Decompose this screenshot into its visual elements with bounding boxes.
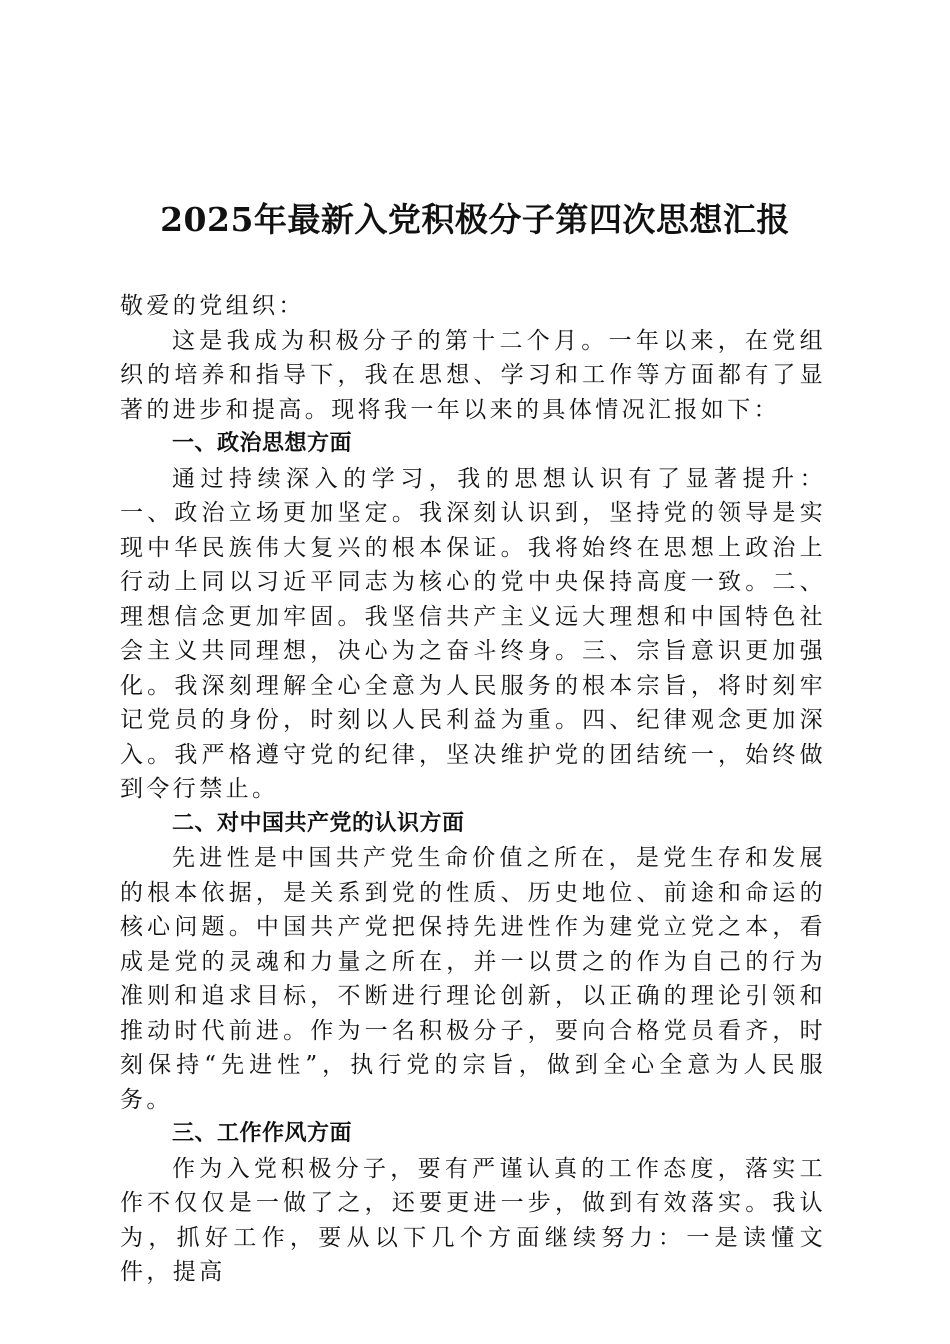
section-paragraph-party-understanding: 先进性是中国共产党生命价值之所在，是党生存和发展的根本依据，是关系到党的性质、历史地位、前途和命运的核心问题。中国共产党把保持先进性作为建党立党之本，看成是党的灵魂和力量之所在，并一以贯之的作为自己的行为准则和追求目标，不断进行理论创新，以正确的理论引领和推动时代前进。作为一名积极分子，要向合格党员看齐，时刻保持“先进性”，执行党的宗旨，做到全心全意为人民服务。 <box>120 845 826 1113</box>
section-paragraph-work-style: 作为入党积极分子，要有严谨认真的工作态度，落实工作不仅仅是一做了之，还要更进一步，做到有效落实。我认为，抓好工作，要从以下几个方面继续努力：一是读懂文件，提高 <box>120 1155 826 1285</box>
document-body <box>120 289 826 1290</box>
section-heading-work-style: 三、工作作风方面 <box>172 1121 353 1146</box>
section-paragraph-political: 通过持续深入的学习，我的思想认识有了显著提升：一、政治立场更加坚定。我深刻认识到，坚持党的领导是实现中华民族伟大复兴的根本保证。我将始终在思想上政治上行动上同以习近平同志为核心的党中央保持高度一致。二、理想信念更加牢固。我坚信共产主义远大理想和中国特色社会主义共同理想，决心为之奋斗终身。三、宗旨意识更加强化。我深刻理解全心全意为人民服务的根本宗旨，将时刻牢记党员的身份，时刻以人民利益为重。四、纪律观念更加深入。我严格遵守党的纪律，坚决维护党的团结统一，始终做到令行禁止。 <box>120 465 826 802</box>
salutation: 敬爱的党组织： <box>120 293 305 319</box>
section-heading-party-understanding: 二、对中国共产党的认识方面 <box>172 810 465 836</box>
document-title: 2025年最新入党积极分子第四次思想汇报 <box>160 200 790 239</box>
section-heading-political: 一、政治思想方面 <box>172 431 353 456</box>
intro-paragraph: 这是我成为积极分子的第十二个月。一年以来，在党组织的培养和指导下，我在思想、学习和工作等方面都有了显著的进步和提高。现将我一年以来的具体情况汇报如下： <box>120 327 826 423</box>
